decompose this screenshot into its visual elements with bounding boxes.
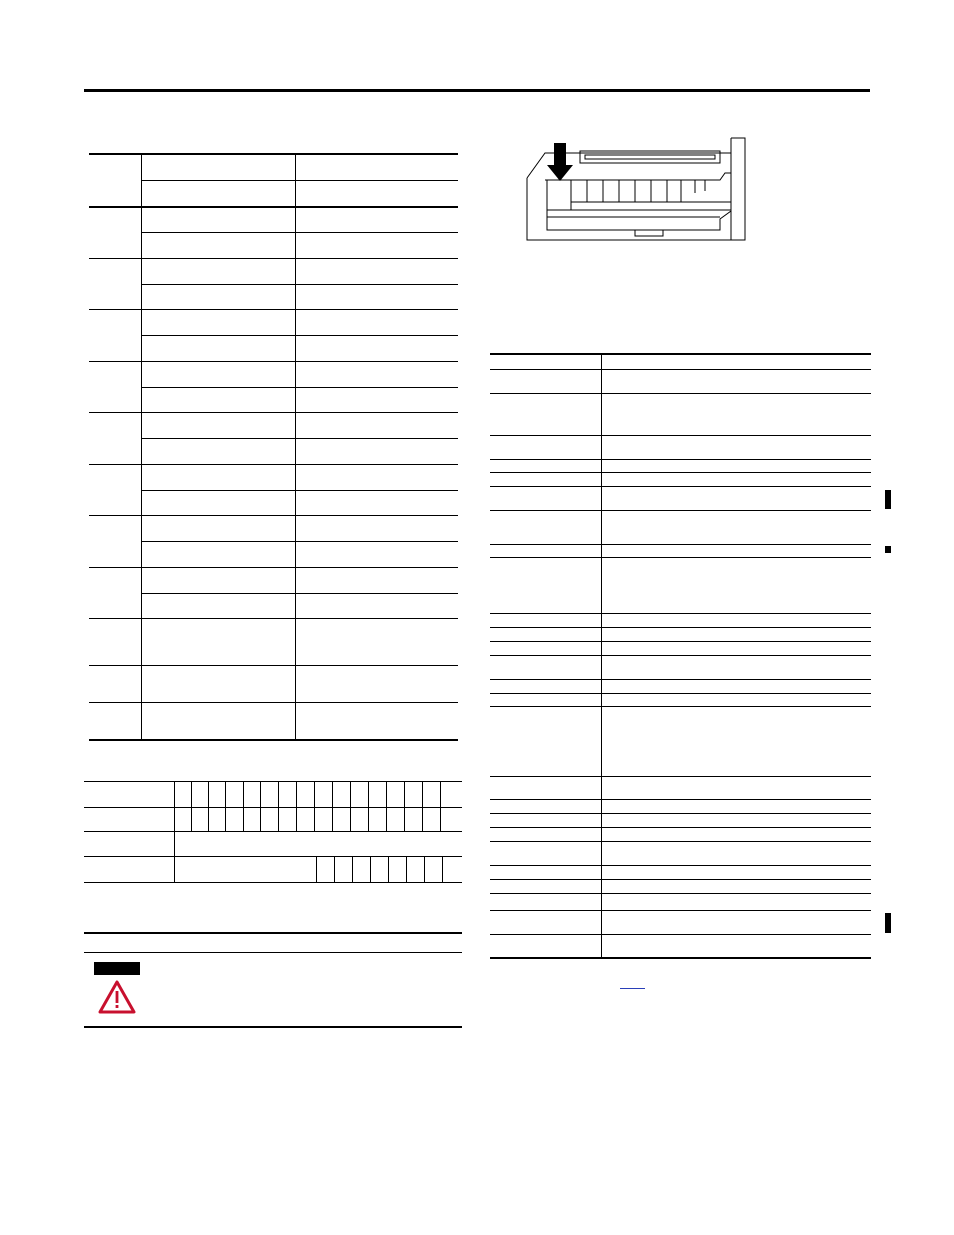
warning-triangle-icon bbox=[98, 980, 136, 1014]
spec-table-left bbox=[89, 153, 458, 740]
header-rule bbox=[84, 89, 870, 92]
spec-table-left-2 bbox=[84, 781, 462, 883]
change-bar bbox=[885, 546, 891, 553]
warning-tag bbox=[94, 962, 140, 975]
attention-box bbox=[84, 932, 462, 1028]
page-link[interactable] bbox=[620, 988, 645, 989]
module-installation-figure bbox=[525, 133, 750, 243]
change-bar bbox=[885, 490, 891, 509]
down-arrow-icon bbox=[547, 143, 573, 181]
change-bar bbox=[885, 913, 891, 933]
spec-table-right bbox=[490, 353, 871, 959]
